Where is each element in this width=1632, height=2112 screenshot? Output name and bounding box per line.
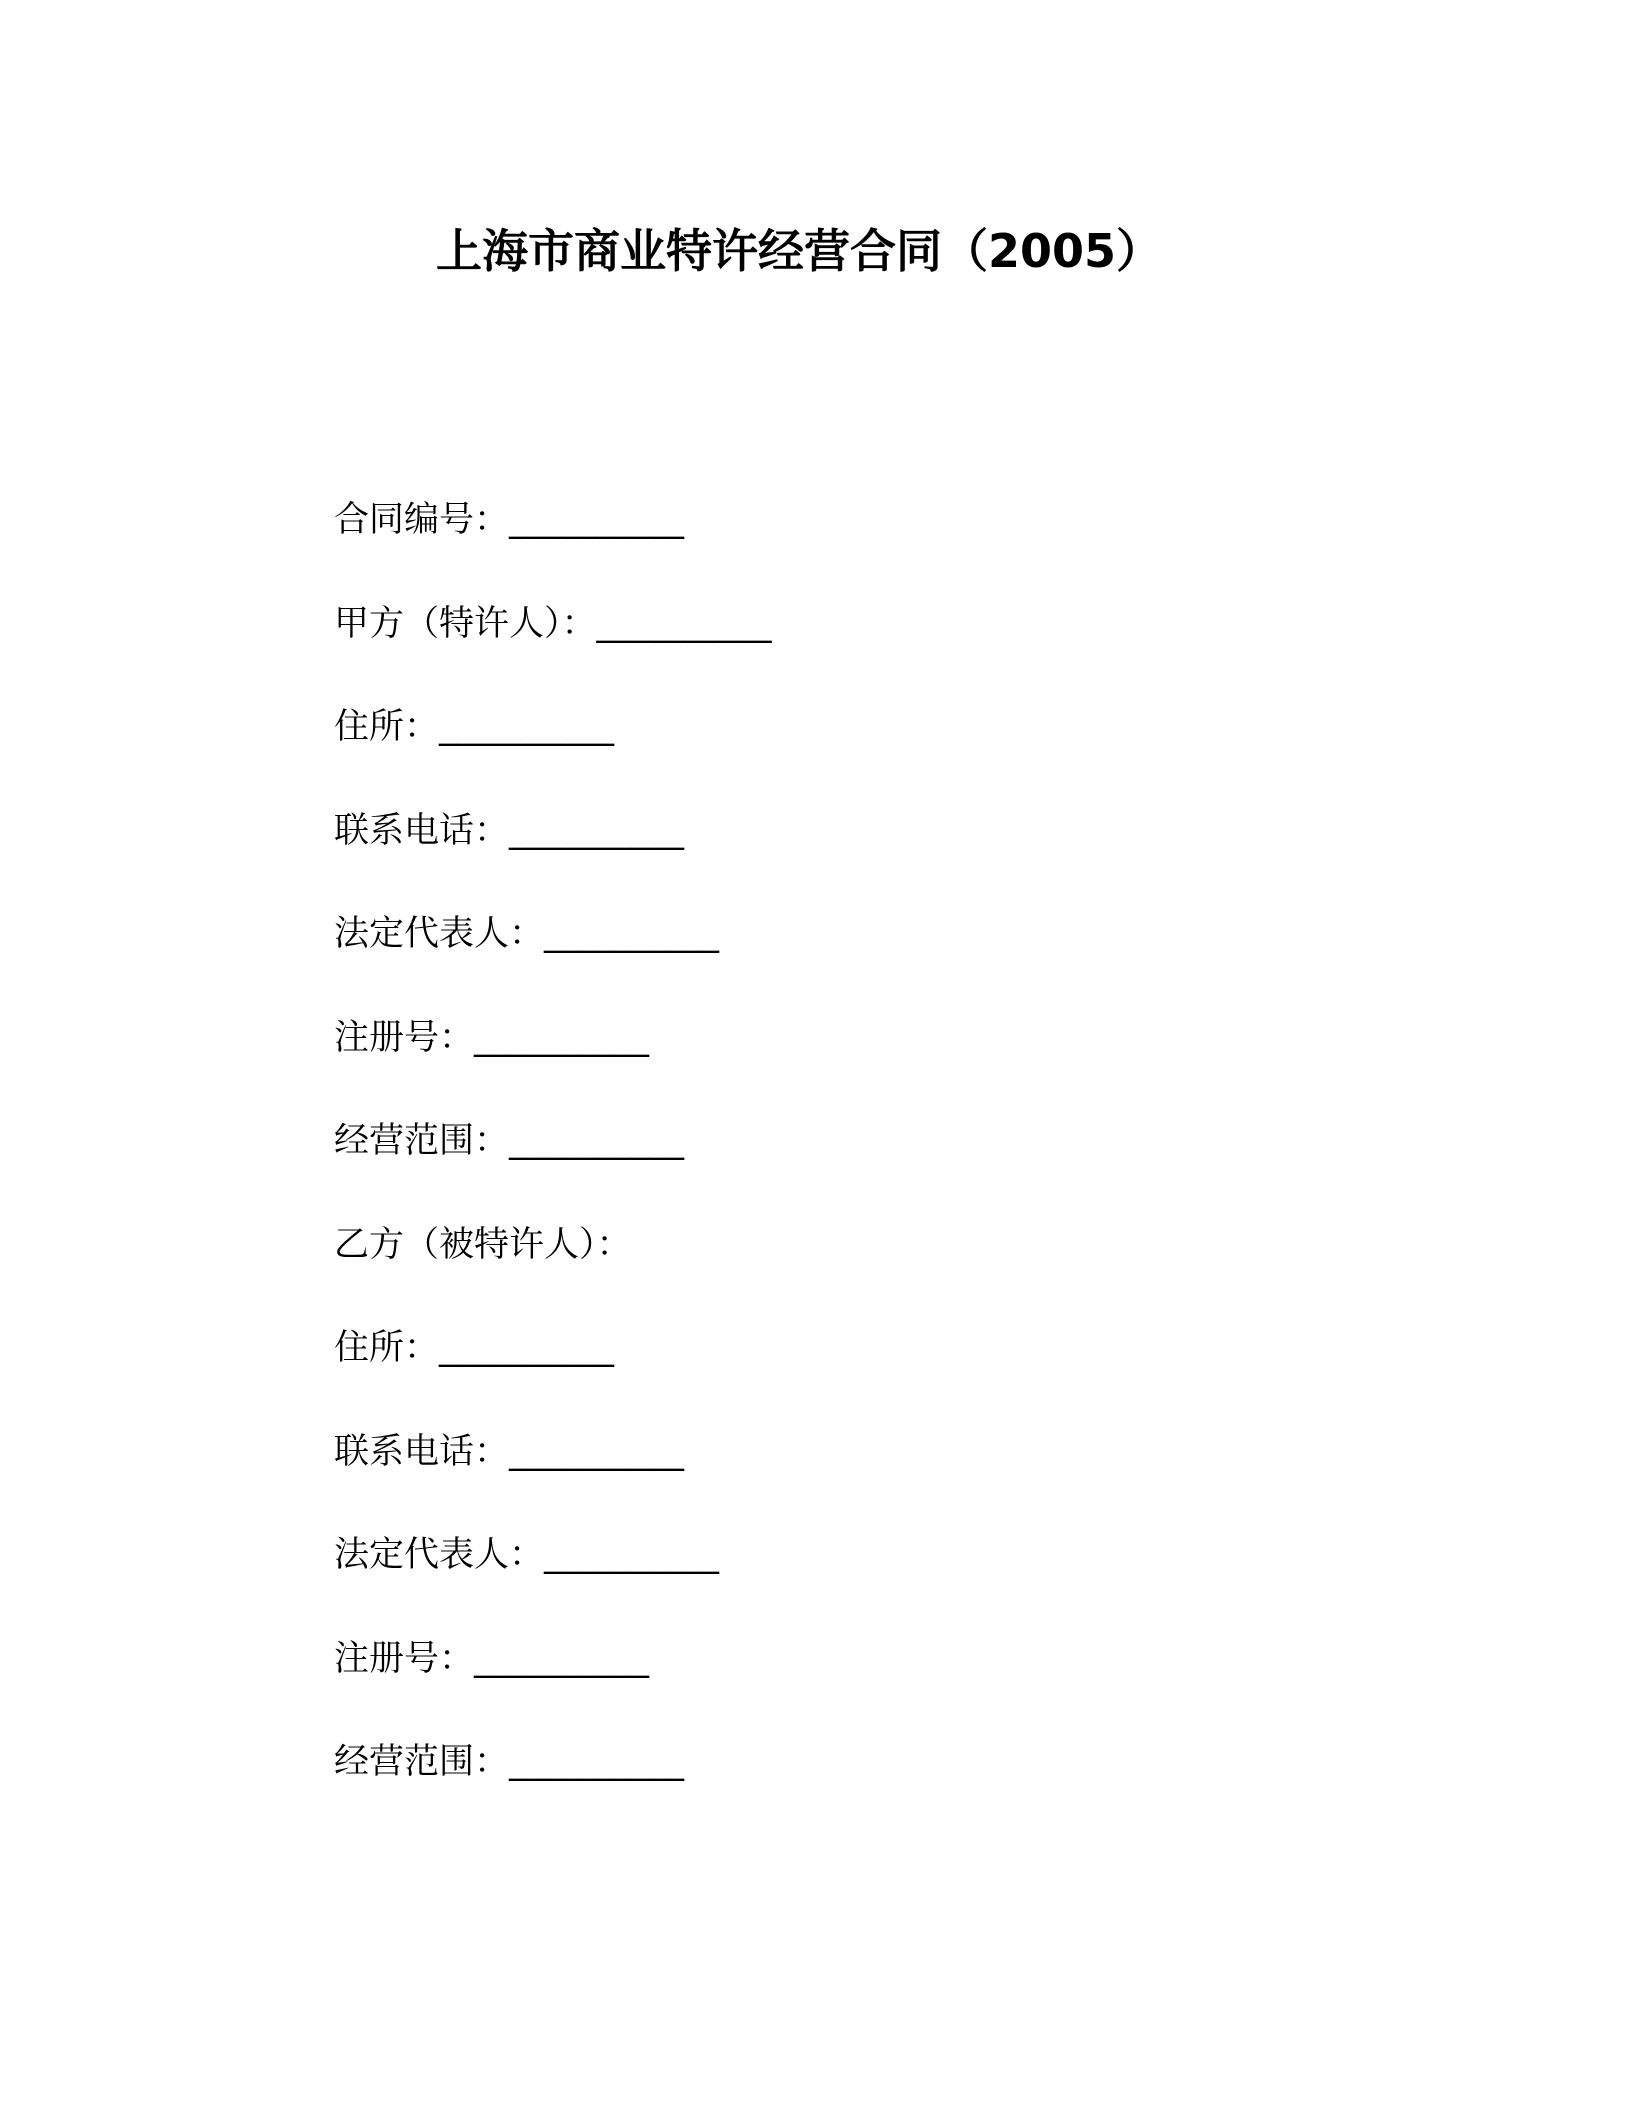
party-b-phone-line: 联系电话：__________	[334, 1431, 685, 1472]
party-b-address-line: 住所：__________	[334, 1328, 615, 1368]
party-a-phone-line: 联系电话：__________	[334, 810, 685, 851]
document-title: 上海市商业特许经营合同（2005）	[435, 224, 1163, 278]
party-a-address-line: 住所：__________	[334, 707, 615, 747]
party-b-legal-representative-line: 法定代表人：__________	[334, 1535, 720, 1575]
contract-number-line: 合同编号：__________	[334, 500, 685, 540]
party-info-fields	[334, 490, 1434, 1836]
party-a-business-scope-line: 经营范围：__________	[334, 1121, 685, 1161]
party-b-franchisee-line: 乙方（被特许人）：	[334, 1224, 632, 1265]
party-b-registration-number-line: 注册号：__________	[334, 1638, 650, 1679]
party-a-legal-representative-line: 法定代表人：__________	[334, 914, 720, 954]
party-a-franchisor-line: 甲方（特许人）：__________	[334, 603, 772, 644]
party-b-business-scope-line: 经营范围：__________	[334, 1742, 685, 1782]
party-a-registration-number-line: 注册号：__________	[334, 1017, 650, 1058]
